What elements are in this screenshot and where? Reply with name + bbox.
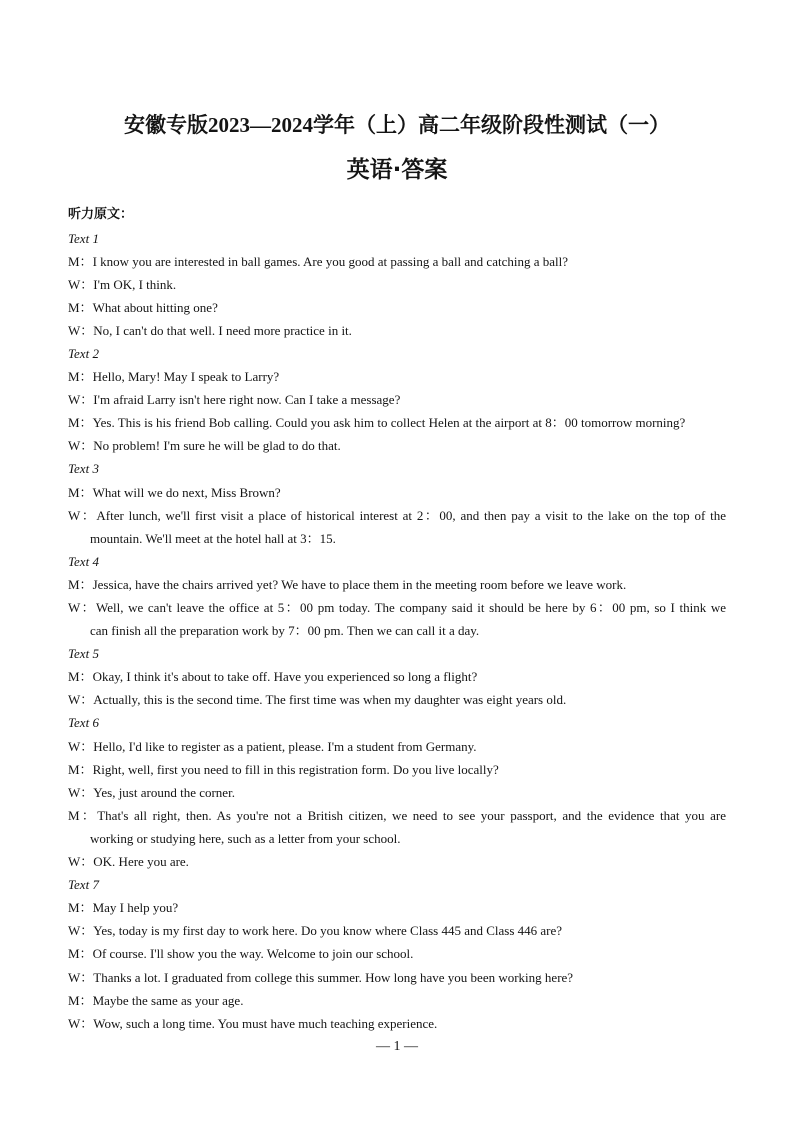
speaker-label: M： [68, 299, 93, 315]
dialogue-line [68, 989, 726, 1012]
dialogue-text: Okay, I think it's about to take off. Have you experienced so long a flight? [92, 669, 478, 685]
dialogue-line [68, 781, 726, 804]
transcript-body [68, 227, 726, 1035]
dialogue-text: Well, we can't leave the office at 5：00 pm today. The company said it should be here by 6：00 pm, so I think we [96, 600, 726, 615]
dialogue-line [68, 411, 726, 434]
dialogue-text: I know you are interested in ball games. Are you good at passing a ball and catching a ball? [92, 253, 569, 269]
speaker-label: W： [68, 969, 94, 985]
dialogue-line [68, 665, 726, 688]
speaker-label: W： [68, 600, 97, 615]
text-label: Text 2 [68, 345, 99, 361]
dialogue-text: Hello, Mary! May I speak to Larry? [92, 369, 280, 385]
speaker-label: M： [68, 369, 93, 385]
text-6-dialogue [68, 711, 726, 873]
text-label: Text 3 [68, 461, 99, 477]
text-label: Text 6 [68, 715, 99, 731]
dialogue-text: Hello, I'd like to register as a patient, please. I'm a student from Germany. [93, 738, 477, 754]
dialogue-text: Thanks a lot. I graduated from college this summer. How long have you been working here? [93, 969, 574, 985]
dialogue-line [68, 388, 726, 411]
dialogue-line [68, 296, 726, 319]
speaker-label: M： [68, 253, 93, 269]
dialogue-line [68, 319, 726, 342]
dialogue-text: No problem! I'm sure he will be glad to do that. [93, 438, 341, 454]
speaker-label: M： [68, 484, 93, 500]
page-number: — 1 — [376, 1039, 418, 1054]
dialogue-text: That's all right, then. As you're not a British citizen, we need to see your passport, and the evidence that you are [97, 807, 726, 823]
dialogue-line [68, 804, 726, 827]
section-heading: 听力原文： [68, 207, 134, 222]
dialogue-text: Yes, today is my first day to work here. Do you know where Class 445 and Class 446 are? [93, 923, 563, 939]
speaker-label: W： [68, 276, 94, 292]
dialogue-line [68, 942, 726, 965]
dialogue-text: Yes, just around the corner. [93, 784, 235, 800]
dialogue-line [68, 850, 726, 873]
dialogue-line [68, 1012, 726, 1035]
speaker-label: W： [68, 507, 97, 523]
dialogue-text: After lunch, we'll first visit a place of historical interest at 2：00, and then pay a visit to the lake on the top of the [96, 507, 726, 523]
speaker-label: W： [68, 692, 94, 708]
dialogue-text-continued: working or studying here, such as a letter from your school. [90, 830, 401, 846]
text-label: Text 7 [68, 877, 99, 893]
dialogue-text: Actually, this is the second time. The first time was when my daughter was eight years old. [93, 692, 567, 708]
document-subtitle: 英语·答案 [346, 157, 448, 183]
text-label: Text 5 [68, 646, 99, 662]
dialogue-line [68, 504, 726, 527]
dialogue-line [68, 735, 726, 758]
dialogue-line [68, 481, 726, 504]
speaker-label: W： [68, 438, 94, 454]
dialogue-text: Maybe the same as your age. [92, 992, 244, 1008]
dialogue-line [68, 573, 726, 596]
speaker-label: M： [68, 415, 93, 431]
dialogue-text: Of course. I'll show you the way. Welcome to join our school. [92, 946, 414, 962]
dialogue-line [68, 250, 726, 273]
dialogue-text: I'm afraid Larry isn't here right now. Can I take a message? [93, 392, 401, 408]
text-7-dialogue [68, 873, 726, 1035]
document-title: 安徽专版2023—2024学年（上）高二年级阶段性测试（一） [124, 113, 670, 137]
dialogue-line [68, 688, 726, 711]
speaker-label: W： [68, 392, 94, 408]
text-3-dialogue [68, 457, 726, 549]
speaker-label: M： [68, 900, 93, 916]
speaker-label: M： [68, 807, 98, 823]
dialogue-line [68, 966, 726, 989]
text-1-dialogue [68, 227, 726, 342]
text-4-dialogue [68, 550, 726, 642]
speaker-label: M： [68, 669, 93, 685]
dialogue-line [68, 596, 726, 619]
dialogue-text: May I help you? [92, 900, 179, 916]
speaker-label: W： [68, 738, 94, 754]
dialogue-text: Yes. This is his friend Bob calling. Could you ask him to collect Helen at the airport at 8：00 tomorrow morning? [92, 415, 686, 431]
dialogue-text: Wow, such a long time. You must have much teaching experience. [93, 1015, 438, 1031]
speaker-label: M： [68, 761, 93, 777]
dialogue-line [68, 434, 726, 457]
speaker-label: M： [68, 576, 93, 592]
dialogue-text: I'm OK, I think. [93, 276, 177, 292]
dialogue-text: What will we do next, Miss Brown? [92, 484, 281, 500]
text-label: Text 4 [68, 553, 99, 569]
dialogue-text: OK. Here you are. [93, 854, 189, 870]
speaker-label: W： [68, 1015, 94, 1031]
dialogue-line [68, 273, 726, 296]
dialogue-text: Right, well, first you need to fill in this registration form. Do you live locally? [92, 761, 499, 777]
speaker-label: W： [68, 784, 94, 800]
dialogue-text-continued: mountain. We'll meet at the hotel hall at 3：15. [90, 530, 336, 546]
dialogue-text: No, I can't do that well. I need more practice in it. [93, 322, 352, 338]
text-label: Text 1 [68, 230, 99, 246]
speaker-label: W： [68, 854, 94, 870]
dialogue-text: What about hitting one? [92, 299, 218, 315]
dialogue-line [68, 896, 726, 919]
dialogue-text: Jessica, have the chairs arrived yet? We have to place them in the meeting room before we leave work. [92, 576, 627, 592]
speaker-label: W： [68, 322, 94, 338]
speaker-label: M： [68, 946, 93, 962]
dialogue-line [68, 365, 726, 388]
dialogue-text-continued: can finish all the preparation work by 7：00 pm. Then we can call it a day. [90, 623, 480, 639]
text-5-dialogue [68, 642, 726, 711]
speaker-label: W： [68, 923, 94, 939]
dialogue-line [68, 919, 726, 942]
text-2-dialogue [68, 342, 726, 457]
speaker-label: M： [68, 992, 93, 1008]
dialogue-line [68, 758, 726, 781]
